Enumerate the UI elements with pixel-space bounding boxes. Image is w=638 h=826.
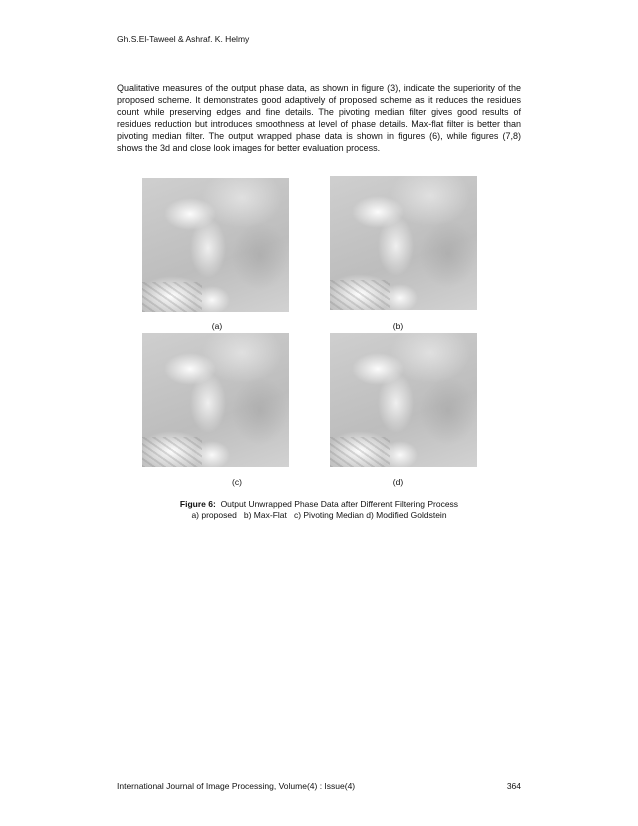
footer-journal: International Journal of Image Processing, Volume(4) : Issue(4) [117, 781, 356, 791]
figure-panel-b [330, 176, 477, 310]
caption-subtitle: a) proposed b) Max-Flat c) Pivoting Median d) Modified Goldstein [191, 510, 447, 520]
running-header: Gh.S.El-Taweel & Ashraf. K. Helmy [117, 34, 250, 44]
footer-page-number: 364 [506, 781, 521, 791]
figure-panel-d [330, 333, 477, 467]
caption-title: Figure 6: [179, 499, 216, 509]
panel-label-a: (a) [211, 321, 223, 331]
panel-label-b: (b) [392, 321, 404, 331]
figure-panel-a [142, 178, 289, 312]
figure-caption [130, 499, 508, 521]
body-paragraph: Qualitative measures of the output phase data, as shown in figure (3), indicate the superiority of the proposed scheme. It demonstrates good adaptively of proposed scheme as it reduces the residues count while preserving edges and fine details. The pivoting median filter gives good results of residues reduction but introduces smoothness at level of phase details. Max-flat filter is better than pivoting median filter. The output wrapped phase data is shown in figures (6), while figures (7,8) shows the 3d and close look images for better evaluation process. [117, 83, 521, 153]
panel-label-c: (c) [232, 477, 242, 487]
panel-label-d: (d) [392, 477, 404, 487]
caption-text: Output Unwrapped Phase Data after Different Filtering Process [220, 499, 459, 509]
figure-panel-c [142, 333, 289, 467]
